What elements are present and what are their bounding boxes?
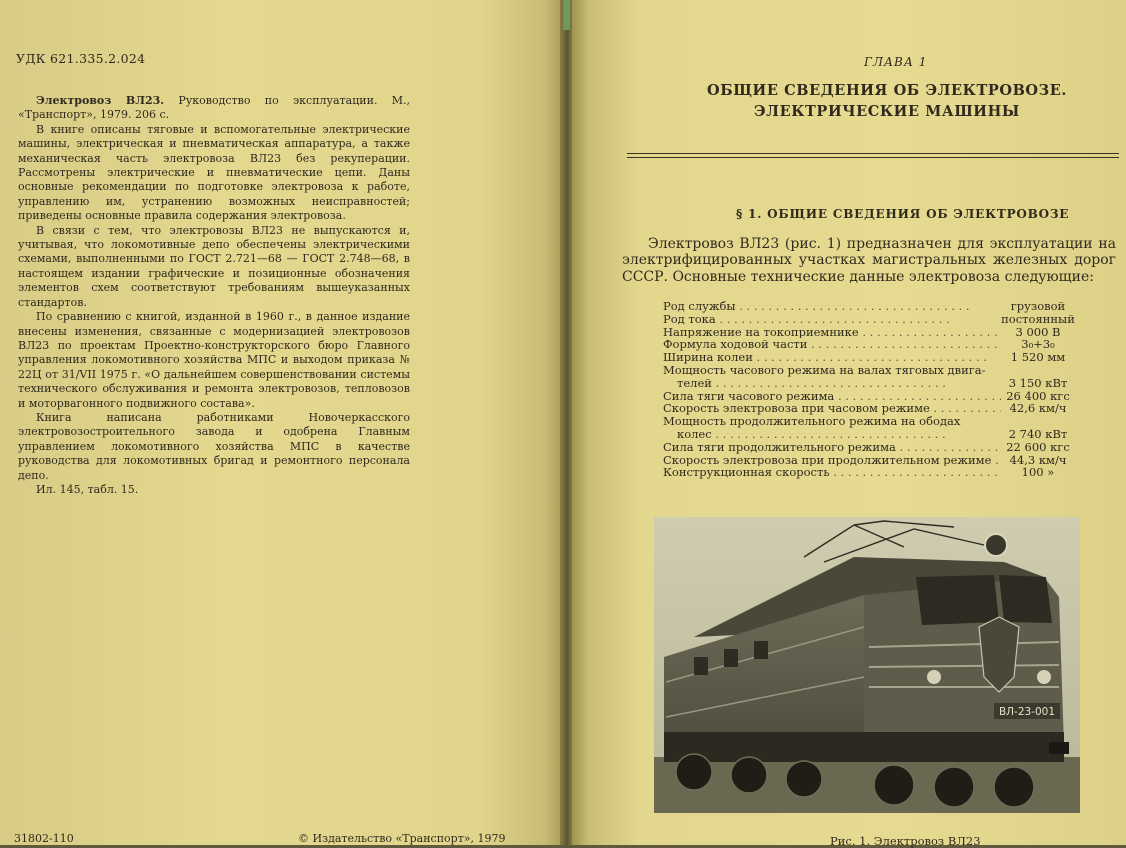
- spec-name: Напряжение на токоприемнике . . .: [663, 326, 1001, 339]
- chapter-title-line-1: ОБЩИЕ СВЕДЕНИЯ ОБ ЭЛЕКТРОВОЗЕ.: [706, 82, 1068, 99]
- left-page: [0, 0, 563, 845]
- spec-row: [663, 300, 1075, 313]
- spec-name: Скорость электровоза при часовом режиме . . .: [663, 402, 1001, 415]
- spec-name: Конструкционная скорость . . .: [663, 466, 1001, 479]
- spec-name-line-1: Мощность продолжительного режима на ободах: [663, 414, 961, 429]
- chapter-title-line-2: ЭЛЕКТРИЧЕСКИЕ МАШИНЫ: [754, 103, 1020, 120]
- spec-name: Сила тяги часового режима . . .: [663, 390, 1001, 403]
- chapter-title: [700, 80, 1074, 122]
- spec-list: [663, 300, 1075, 479]
- udk-code: УДК 621.335.2.024: [16, 51, 146, 66]
- spec-row: [663, 415, 1075, 441]
- figure-caption: Рис. 1. Электровоз ВЛ23: [830, 834, 981, 848]
- chapter-rule: [627, 153, 1119, 158]
- abstract-title-rest: Руководство по эксплуатации. М., «Транспорт», 1979. 206 с.: [18, 94, 410, 122]
- spec-name: Сила тяги продолжительного режима . . .: [663, 441, 1001, 454]
- spec-value: грузовой: [1010, 299, 1066, 313]
- abstract-paragraph-3: По сравнению с книгой, изданной в 1960 г., в данное издание внесены изменения, связанные с модернизацией электровозов ВЛ23 по проектам Проектно-конструкторского бюро Главного управления локомотивного хозяйства МПС и выходом приказа № 22Ц от 31/VII 1975 г. «О дальнейшем совершенствовании системы технического обслуживания и ремонта электровозов, тепловозов и моторвагонного подвижного состава».: [18, 310, 410, 410]
- spec-name-line-2: колес . . .: [663, 428, 1001, 441]
- spec-name: Формула ходовой части . . .: [663, 338, 1001, 351]
- headlight: [985, 534, 1007, 556]
- spec-value: 44,3 км/ч: [1009, 452, 1067, 467]
- section-title: § 1. ОБЩИЕ СВЕДЕНИЯ ОБ ЭЛЕКТРОВОЗЕ: [736, 207, 1070, 221]
- cab-window-right: [999, 575, 1052, 623]
- cab-window-left: [916, 575, 999, 625]
- marker-light-right: [1037, 670, 1051, 684]
- spec-name: Скорость электровоза при продолжительном режиме . . .: [663, 454, 1001, 467]
- spec-row: [663, 364, 1075, 390]
- footer-copyright: © Издательство «Транспорт», 1979: [298, 832, 506, 845]
- spec-name: Ширина колеи . . .: [663, 351, 1001, 364]
- spec-value: 3 000 В: [1015, 324, 1061, 339]
- marker-light-left: [927, 670, 941, 684]
- illustrations-note: Ил. 145, табл. 15.: [36, 482, 139, 496]
- abstract-paragraph-1: В книге описаны тяговые и вспомогательные электрические машины, электрическая и пневматическая аппаратура, а также механическая часть электровоза ВЛ23 без рекуперации. Рассмотрены электрические и пневматические цепи. Даны основные рекомендации по подготовке электровоза к работе, управлению им, устранению возможных неисправностей; приведены основные правила содержания электровоза.: [18, 122, 410, 223]
- abstract-paragraph-4: Книга написана работниками Новочеркасского электровозостроительного завода и одобрена Главным управлением локомотивного хозяйства МПС в качестве руководства для локомотивных бригад и ремонтного персонала депо.: [18, 410, 410, 482]
- spec-row: [663, 326, 1075, 339]
- abstract: [18, 94, 410, 497]
- spec-value: 1 520 мм: [1010, 350, 1066, 365]
- coupler: [1049, 742, 1069, 754]
- spec-row: [663, 313, 1075, 326]
- locomotive-photo: [654, 517, 1080, 813]
- abstract-paragraph-2: В связи с тем, что электровозы ВЛ23 не выпускаются и, учитывая, что локомотивные депо обеспечены электрическими схемами, выполненными по ГОСТ 2.721—68 — ГОСТ 2.748—68, в настоящем издании графические и позиционные обозначения элементов схем соответствуют требованиям вышеуказанных стандартов.: [18, 223, 410, 309]
- spec-row: [663, 441, 1075, 454]
- spec-row: [663, 466, 1075, 479]
- spec-value: 26 400 кгс: [1006, 388, 1070, 403]
- spec-value: 42,6 км/ч: [1009, 401, 1067, 416]
- spec-value: 2 740 кВт: [1008, 426, 1068, 441]
- spec-value: 22 600 кгс: [1006, 439, 1070, 454]
- footer-code: 31802-110: [14, 832, 74, 845]
- abstract-title: Электровоз ВЛ23.: [36, 94, 165, 107]
- abstract-intro: [18, 94, 410, 123]
- intro-paragraph: Электровоз ВЛ23 (рис. 1) предназначен для эксплуатации на электрифицированных участках магистральных железных дорог СССР. Основные технические данные электровоза следующие:: [622, 236, 1116, 285]
- spec-value: 3₀+3₀: [1021, 337, 1055, 352]
- cover-edge: [563, 0, 570, 30]
- spec-name: Род тока . . .: [663, 313, 1001, 326]
- spec-name: Род службы . . .: [663, 300, 1001, 313]
- locomotive-illustration: [654, 517, 1080, 813]
- spec-value: 3 150 кВт: [1008, 375, 1068, 390]
- spec-name-line-1: Мощность часового режима на валах тяговых двига-: [663, 362, 986, 377]
- number-plate-text: ВЛ-23-001: [998, 706, 1056, 718]
- spec-row: [663, 454, 1075, 467]
- spec-value: 100 »: [1021, 465, 1055, 480]
- chapter-label: ГЛАВА 1: [864, 55, 928, 69]
- spec-name-line-2: телей . . .: [663, 377, 1001, 390]
- spec-value: постоянный: [1001, 311, 1075, 326]
- underframe: [664, 732, 1064, 762]
